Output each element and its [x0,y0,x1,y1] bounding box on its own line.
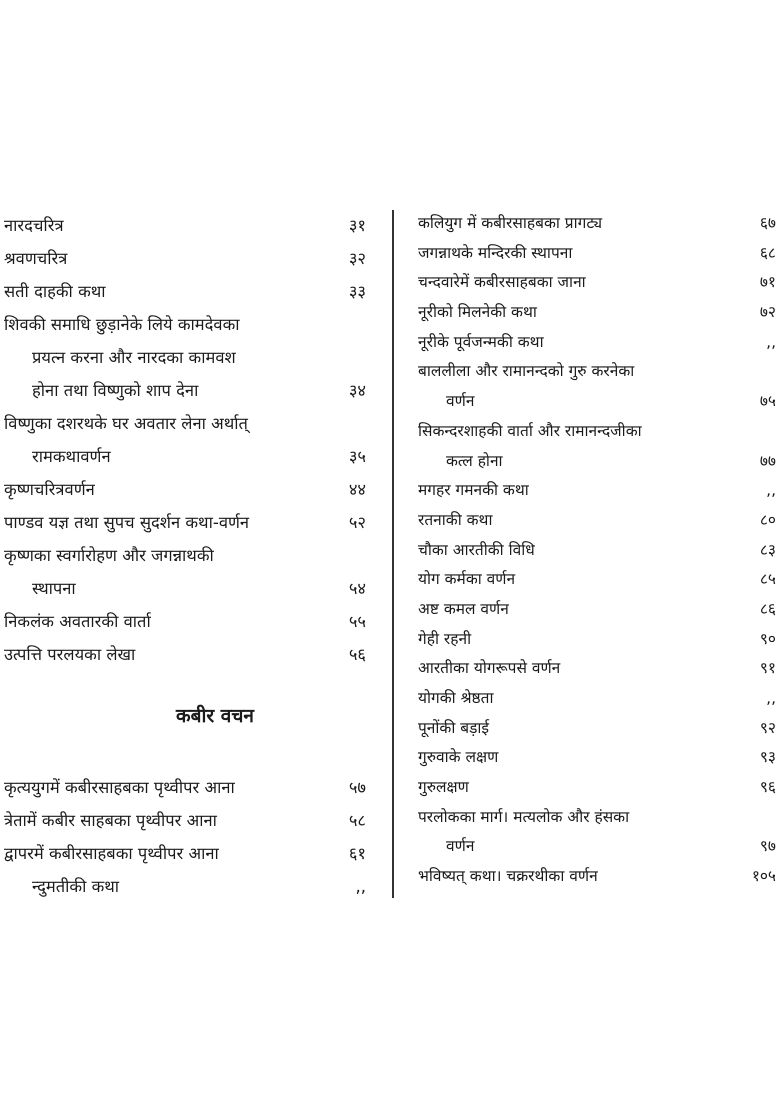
toc-entry-title: कृष्णका स्वर्गारोहण और जगन्नाथकी [4,546,214,565]
toc-entry-title: बाललीला और रामानन्दको गुरु करनेका [418,362,635,381]
toc-entry [4,539,366,605]
toc-page-number: ८३ [759,540,776,559]
toc-entry-title: न्दुमतीकी कथा [32,877,120,896]
toc-entry [4,870,366,903]
toc-entry [418,506,776,536]
toc-entry [418,654,776,684]
toc-entry-title: श्रवणचरित्र [4,249,68,268]
toc-entry-title: कृत्ययुगमें कबीरसाहबका पृथ्वीपर आना [4,778,235,797]
toc-entry-title: आरतीका योगरूपसे वर्णन [418,659,561,678]
section-heading: कबीर वचन [176,705,254,727]
toc-page-number: ,, [766,689,776,707]
toc-page-number: ३१ [348,216,366,235]
toc-page-number: ५२ [348,513,366,532]
toc-entry-title: पाण्डव यज्ञ तथा सुपच सुदर्शन कथा-वर्णन [4,513,250,532]
toc-entries-after [4,771,366,903]
toc-entry-title: प्रयत्न करना और नारदका कामवश [32,348,236,367]
toc-entry [418,476,776,506]
toc-entry [418,862,776,892]
toc-page-number: १०५ [751,867,776,886]
toc-entry-title: शिवकी समाधि छुड़ानेके लिये कामदेवका [4,315,240,334]
toc-page-number: ६१ [348,844,366,863]
toc-entry-title: वर्णन [446,837,475,856]
toc-page-number: ३४ [348,381,366,400]
toc-page-number: ४४ [348,480,366,499]
toc-entry [418,714,776,744]
toc-entry [4,771,366,804]
toc-entry-title: पूनोंकी बड़ाई [418,718,490,737]
toc-page-number: ६८ [759,243,776,262]
toc-page-number: ९२ [759,718,776,737]
toc-page-number: ५४ [348,579,366,598]
toc-page-number: ७२ [759,303,776,322]
toc-entry [4,506,366,539]
toc-page-number: ९० [759,629,776,648]
toc-page-number: ८५ [759,570,776,589]
toc-entry-title: मगहर गमनकी कथा [418,481,529,500]
toc-page-number: ३२ [348,249,366,268]
toc-entry [418,298,776,328]
toc-entry-title: कृष्णचरित्रवर्णन [4,480,95,499]
toc-entry-title: योगकी श्रेष्ठता [418,689,494,707]
toc-page-number: ९१ [759,659,776,678]
toc-entry [4,638,366,671]
toc-entry-title: सती दाहकी कथा [4,282,106,301]
toc-page-number: ५५ [348,612,366,631]
toc-entry [4,473,366,506]
toc-entry [4,837,366,870]
toc-page-number: ,, [766,332,776,351]
toc-left-column [4,209,366,903]
toc-entry-title: होना तथा विष्णुको शाप देना [32,381,199,400]
toc-entry [418,625,776,655]
toc-page-number: ८६ [759,599,776,618]
toc-entry [4,308,366,407]
toc-entry-title: परलोकका मार्ग। मत्यलोक और हंसका [418,807,630,826]
toc-entry-title: त्रेतामें कबीर साहबका पृथ्वीपर आना [4,811,217,830]
toc-entry [418,743,776,773]
toc-entry-title: वर्णन [446,392,475,411]
toc-page-number: ६७ [759,214,776,232]
toc-entry-title: कत्ल होना [446,451,503,470]
toc-page-number: ७५ [759,392,776,411]
toc-entry [418,268,776,298]
toc-page-number: ५८ [348,811,366,830]
toc-entry-title: गेही रहनी [418,629,472,648]
toc-entry-title: भविष्यत् कथा। चक्ररथीका वर्णन [418,867,598,886]
toc-page-number: ९६ [759,778,776,797]
toc-entry [418,565,776,595]
toc-page-number: ८० [759,510,776,529]
toc-page-number: ७१ [759,273,776,292]
toc-right-column [418,209,776,892]
toc-page-number: ,, [355,877,366,896]
toc-entry [418,803,776,862]
toc-entry-title: गुरुवाके लक्षण [418,748,499,767]
toc-page-number: ३३ [348,282,366,301]
toc-entry-title: स्थापना [32,579,76,598]
toc-entry [4,605,366,638]
toc-entry [4,804,366,837]
toc-entry [418,595,776,625]
toc-entry-title: निकलंक अवतारकी वार्ता [4,612,151,631]
toc-entry-title: सिकन्दरशाहकी वार्ता और रामानन्दजीका [418,421,642,440]
toc-page-number: ५७ [348,778,366,797]
toc-entry-title: जगन्नाथके मन्दिरकी स्थापना [418,243,573,262]
toc-entry [418,684,776,714]
toc-entry-title: कलियुग में कबीरसाहबका प्रागट्य [418,214,603,232]
toc-entry-title: चौका आरतीकी विधि [418,540,535,559]
toc-entry [418,209,776,239]
toc-entry [4,275,366,308]
toc-entry-title: विष्णुका दशरथके घर अवतार लेना अर्थात् [4,414,248,433]
toc-page-number: ९३ [759,748,776,767]
toc-entry-title: रतनाकी कथा [418,510,493,529]
toc-entry-title: नूरीके पूर्वजन्मकी कथा [418,332,544,351]
toc-page-number: ९७ [759,837,776,856]
toc-entry [418,773,776,803]
toc-entry-title: गुरुलक्षण [418,778,469,797]
toc-page-number: ३५ [348,447,366,466]
toc-page-number: ७७ [759,451,776,470]
toc-entry-title: नूरीको मिलनेकी कथा [418,303,537,322]
toc-entry [418,328,776,358]
toc-entry [418,417,776,476]
column-divider [392,210,394,898]
toc-entry [4,242,366,275]
toc-entry-title: उत्पत्ति परलयका लेखा [4,645,136,664]
toc-entry-title: अष्ट कमल वर्णन [418,599,509,618]
toc-page-number: ५६ [348,645,366,664]
toc-entry-title: रामकथावर्णन [32,447,111,466]
toc-entry [418,239,776,269]
toc-entry [4,209,366,242]
toc-entries-before [4,209,366,671]
toc-entry-title: योग कर्मका वर्णन [418,570,516,589]
toc-entry [418,536,776,566]
toc-entry [418,357,776,416]
toc-entry-title: नारदचरित्र [4,216,64,235]
toc-entry [4,407,366,473]
toc-entry-title: द्वापरमें कबीरसाहबका पृथ्वीपर आना [4,844,219,863]
toc-entry-title: चन्दवारेमें कबीरसाहबका जाना [418,273,586,292]
toc-page-number: ,, [766,481,776,500]
